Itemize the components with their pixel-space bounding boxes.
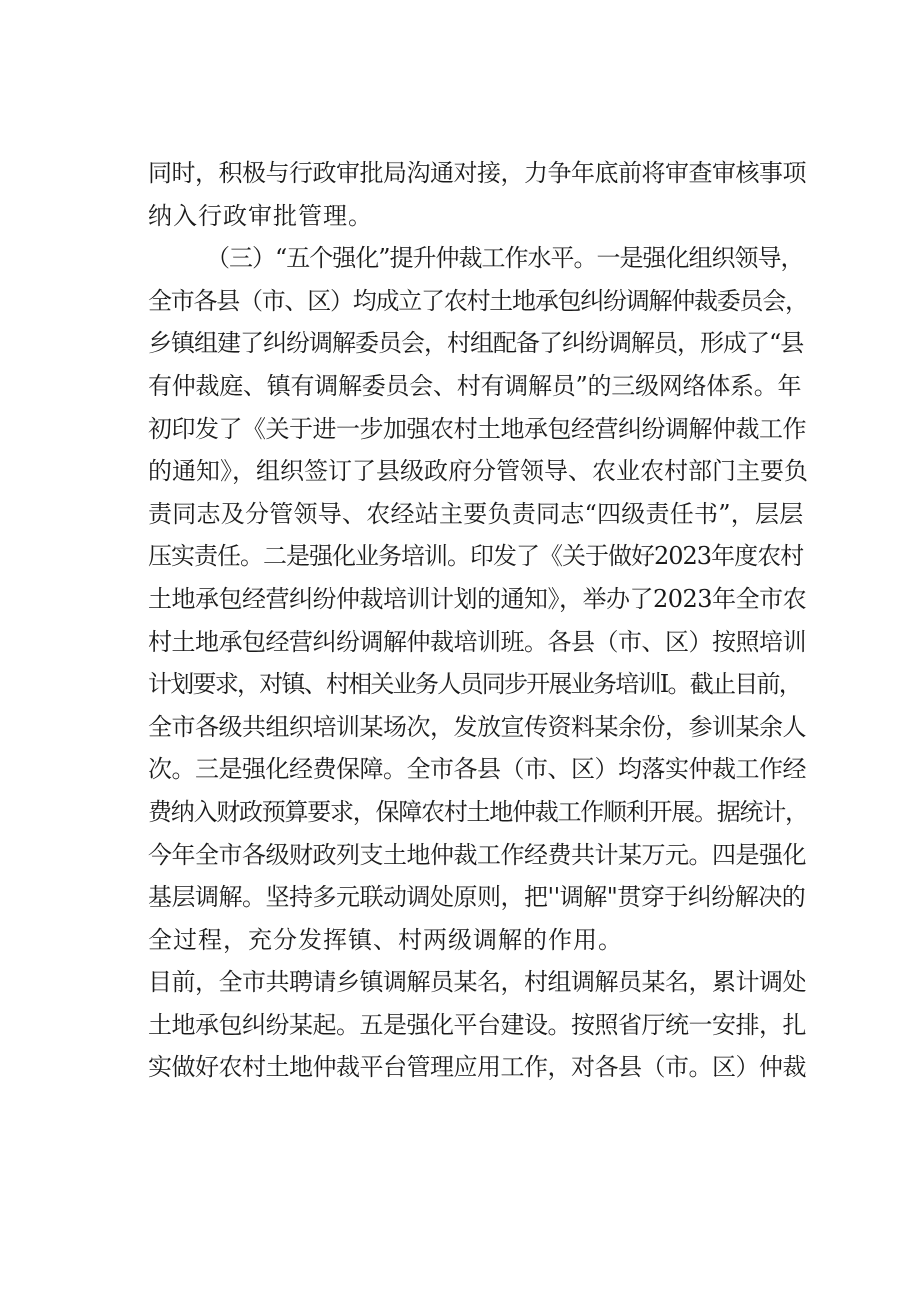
text-line: 纳入行政审批管理。 [148,201,373,230]
text-line: 全市各县（市、区）均成立了农村土地承包纠纷调解仲裁委员会， [148,286,808,315]
text-line: 基层调解。坚持多元联动调处原则，把''调解"贯穿于纠纷解决的 [148,883,806,912]
text-line: 全市各级共组织培训某场次，发放宣传资料某余份，参训某余人 [148,712,806,741]
text-line: 的通知》，组织签订了县级政府分管领导、农业农村部门主要负 [148,457,808,486]
text-line: 计划要求，对镇、村相关业务人员同步开展业务培训I。截止目前， [148,670,801,699]
text-line: 乡镇组建了纠纷调解委员会，村组配备了纠纷调解员，形成了“县 [148,329,804,358]
text-line: 目前，全市共聘请乡镇调解员某名，村组调解员某名，累计调处 [148,968,806,997]
section-heading-line: （三）“五个强化”提升仲裁工作水平。一是强化组织领导， [206,244,804,273]
text-line: 次。三是强化经费保障。全市各县（市、区）均落实仲裁工作经 [148,755,806,784]
text-line: 实做好农村土地仲裁平台管理应用工作，对各县（市。区）仲裁 [148,1053,806,1082]
text-line: 同时，积极与行政审批局沟通对接，力争年底前将审查审核事项 [148,159,806,187]
text-line: 压实责任。二是强化业务培训。印发了《关于做好2023年度农村 [148,542,804,571]
text-line: 初印发了《关于进一步加强农村土地承包经营纠纷调解仲裁工作 [148,414,806,443]
text-line: 费纳入财政预算要求，保障农村土地仲裁工作顺利开展。据统计， [148,797,808,826]
text-line: 村土地承包经营纠纷调解仲裁培训班。各县（市、区）按照培训 [148,627,806,656]
text-line: 今年全市各级财政列支土地仲裁工作经费共计某万元。四是强化 [148,840,806,869]
text-line: 有仲裁庭、镇有调解委员会、村有调解员”的三级网络体系。年 [148,371,802,400]
text-line: 全过程，充分发挥镇、村两级调解的作用。 [148,925,623,954]
body-text [148,152,808,1089]
text-line: 责同志及分管领导、农经站主要负责同志“四级责任书”，层层 [148,499,804,528]
text-line: 土地承包纠纷某起。五是强化平台建设。按照省厅统一安排，扎 [148,1010,806,1039]
text-line: 土地承包经营纠纷仲裁培训计划的通知》，举办了2023年全市农 [148,584,807,613]
